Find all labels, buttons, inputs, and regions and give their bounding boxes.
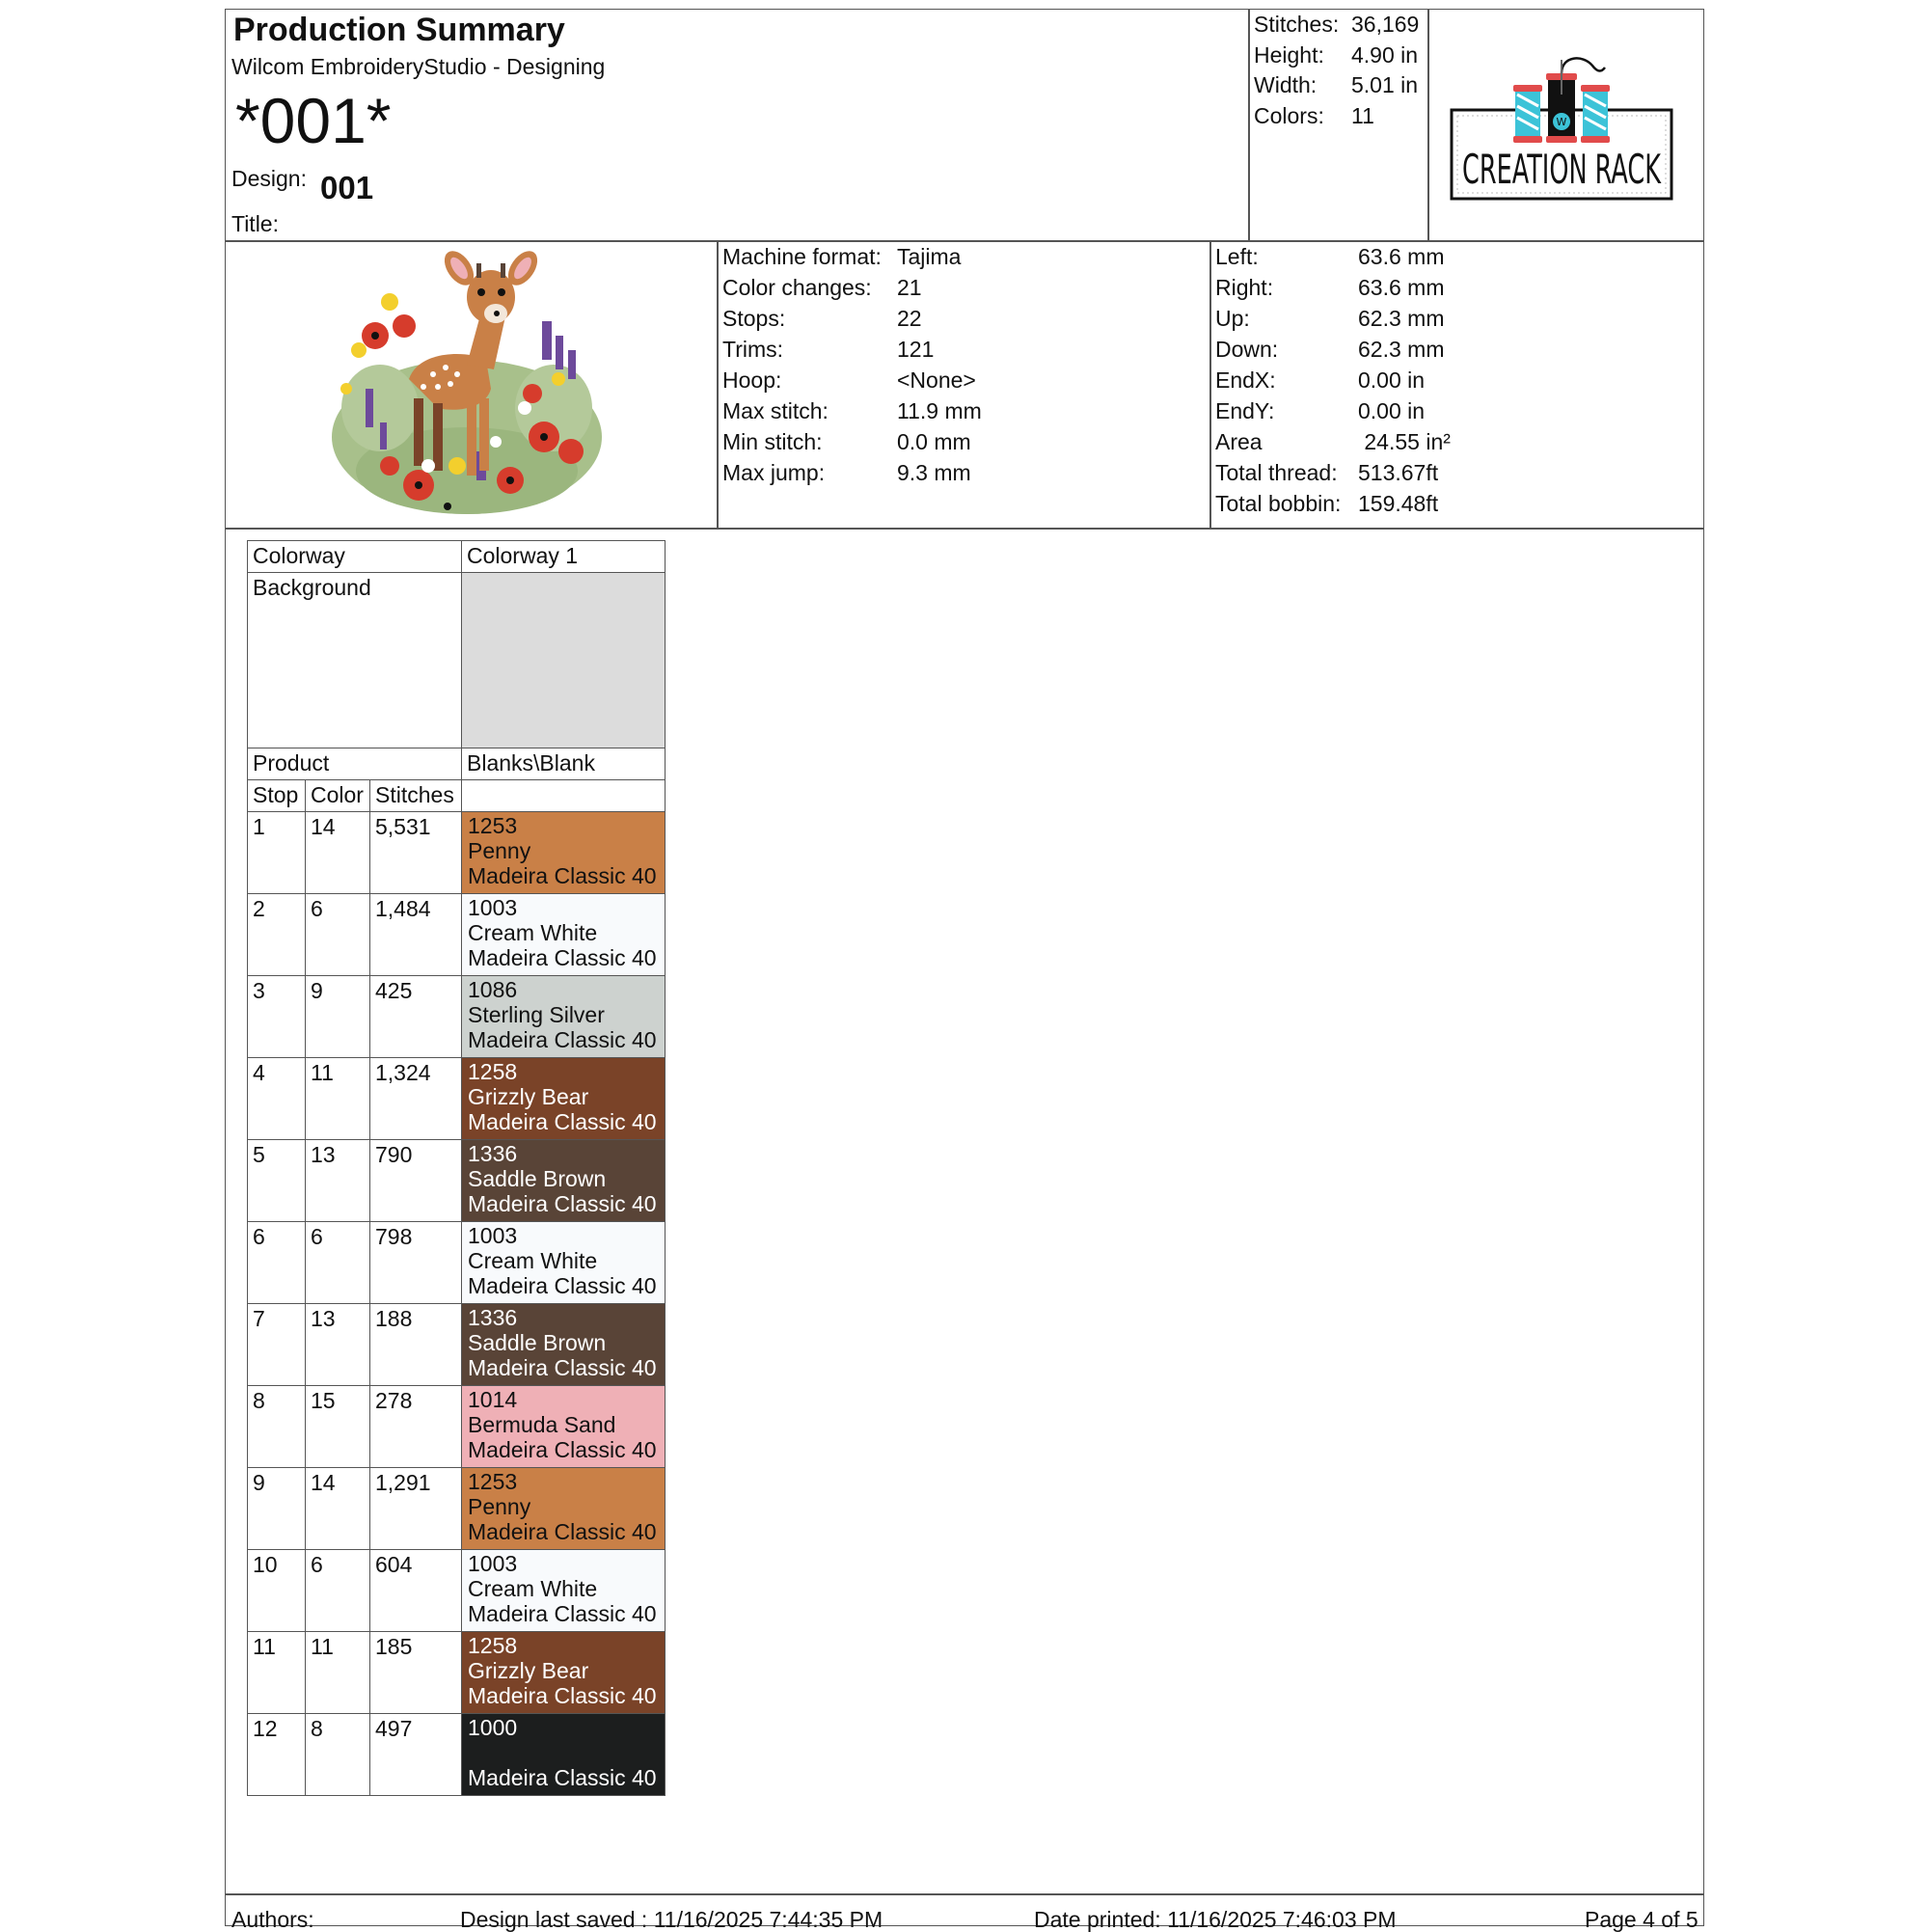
colorway-value: Colorway 1 bbox=[462, 541, 666, 573]
thread-code: 1003 bbox=[468, 1551, 518, 1576]
stitches-cell: 185 bbox=[370, 1632, 462, 1714]
color-cell: 13 bbox=[306, 1304, 370, 1386]
stop-cell: 6 bbox=[248, 1222, 306, 1304]
footer-date-printed: Date printed: 11/16/2025 7:46:03 PM bbox=[1034, 1907, 1397, 1932]
needle-thread-icon bbox=[1562, 58, 1605, 73]
swatch-column-header bbox=[462, 780, 666, 812]
thread-code: 1253 bbox=[468, 813, 518, 838]
thread-swatch bbox=[462, 894, 666, 976]
stat-label: Stitches: bbox=[1254, 12, 1340, 37]
thread-brand: Madeira Classic 40 bbox=[468, 1355, 657, 1380]
thread-code: 1336 bbox=[468, 1141, 518, 1166]
creation-rack-logo bbox=[1448, 56, 1675, 210]
logo-text: CREATION RACK bbox=[1462, 147, 1663, 194]
extent-label: Total bobbin: bbox=[1215, 491, 1342, 516]
stitches-cell: 604 bbox=[370, 1550, 462, 1632]
color-cell: 9 bbox=[306, 976, 370, 1058]
thread-swatch bbox=[462, 1550, 666, 1632]
design-label: Design: bbox=[231, 166, 307, 191]
stop-cell: 8 bbox=[248, 1386, 306, 1468]
thread-code: 1258 bbox=[468, 1633, 518, 1658]
thread-name: Sterling Silver bbox=[468, 1002, 605, 1027]
stitches-cell: 1,484 bbox=[370, 894, 462, 976]
thread-brand: Madeira Classic 40 bbox=[468, 863, 657, 888]
machine-info-label: Machine format: bbox=[722, 244, 882, 269]
column-header-row bbox=[248, 780, 666, 812]
thread-name: Penny bbox=[468, 838, 531, 863]
thread-row bbox=[248, 1468, 666, 1550]
color-cell: 13 bbox=[306, 1140, 370, 1222]
footer-page-number: Page 4 of 5 bbox=[1585, 1907, 1698, 1932]
thread-spool-icon bbox=[1581, 85, 1610, 143]
stitches-cell: 497 bbox=[370, 1714, 462, 1796]
color-column-header: Color bbox=[306, 780, 370, 812]
extent-value: 0.00 in bbox=[1358, 367, 1426, 393]
machine-info-label: Color changes: bbox=[722, 275, 872, 300]
thread-code: 1253 bbox=[468, 1469, 518, 1494]
divider bbox=[226, 528, 1703, 530]
production-summary-sheet bbox=[225, 9, 1704, 1932]
thread-name: Grizzly Bear bbox=[468, 1084, 589, 1109]
thread-name bbox=[468, 1740, 659, 1765]
colorway-table bbox=[247, 540, 666, 1796]
thread-code: 1258 bbox=[468, 1059, 518, 1084]
product-row bbox=[248, 748, 666, 780]
product-value: Blanks\Blank bbox=[462, 748, 666, 780]
stop-cell: 12 bbox=[248, 1714, 306, 1796]
stitches-cell: 1,324 bbox=[370, 1058, 462, 1140]
thread-row bbox=[248, 1632, 666, 1714]
machine-info-value: 11.9 mm bbox=[897, 398, 982, 423]
machine-info-value: <None> bbox=[897, 367, 976, 393]
machine-info-label: Min stitch: bbox=[722, 429, 823, 454]
thread-brand: Madeira Classic 40 bbox=[468, 1683, 657, 1708]
extent-label: Area bbox=[1215, 429, 1263, 454]
thread-swatch bbox=[462, 1714, 666, 1796]
thread-spool-icon bbox=[1513, 85, 1542, 143]
extent-label: EndX: bbox=[1215, 367, 1276, 393]
product-label: Product bbox=[248, 748, 462, 780]
color-cell: 6 bbox=[306, 894, 370, 976]
thread-row bbox=[248, 1304, 666, 1386]
stat-label: Colors: bbox=[1254, 103, 1324, 128]
color-cell: 8 bbox=[306, 1714, 370, 1796]
stat-value: 11 bbox=[1351, 103, 1374, 128]
thread-row bbox=[248, 894, 666, 976]
color-cell: 11 bbox=[306, 1058, 370, 1140]
thread-brand: Madeira Classic 40 bbox=[468, 1437, 657, 1462]
thread-swatch bbox=[462, 1468, 666, 1550]
divider bbox=[1427, 10, 1429, 241]
stat-value: 36,169 bbox=[1351, 12, 1420, 37]
divider bbox=[226, 240, 1703, 242]
stitches-cell: 5,531 bbox=[370, 812, 462, 894]
extent-value: 24.55 in² bbox=[1358, 429, 1451, 454]
thread-swatch bbox=[462, 1632, 666, 1714]
stop-cell: 10 bbox=[248, 1550, 306, 1632]
thread-name: Cream White bbox=[468, 1576, 598, 1601]
thread-name: Cream White bbox=[468, 1248, 598, 1273]
stop-cell: 7 bbox=[248, 1304, 306, 1386]
machine-info-value: Tajima bbox=[897, 244, 962, 269]
extent-value: 63.6 mm bbox=[1358, 275, 1445, 300]
svg-text:W: W bbox=[1556, 116, 1567, 128]
thread-code: 1003 bbox=[468, 1223, 518, 1248]
colorway-label: Colorway bbox=[248, 541, 462, 573]
application-name: Wilcom EmbroideryStudio - Designing bbox=[231, 54, 606, 79]
thread-swatch bbox=[462, 1386, 666, 1468]
stop-cell: 4 bbox=[248, 1058, 306, 1140]
thread-code: 1003 bbox=[468, 895, 518, 920]
machine-info-label: Trims: bbox=[722, 337, 784, 362]
divider bbox=[1209, 240, 1211, 529]
stitches-cell: 425 bbox=[370, 976, 462, 1058]
thread-name: Penny bbox=[468, 1494, 531, 1519]
machine-info-value: 0.0 mm bbox=[897, 429, 971, 454]
thread-swatch bbox=[462, 1222, 666, 1304]
thread-row bbox=[248, 1140, 666, 1222]
extent-label: Down: bbox=[1215, 337, 1279, 362]
machine-info-value: 121 bbox=[897, 337, 935, 362]
stat-label: Height: bbox=[1254, 42, 1324, 68]
thread-swatch bbox=[462, 976, 666, 1058]
footer-last-saved: Design last saved : 11/16/2025 7:44:35 PM bbox=[460, 1907, 883, 1932]
design-big-name: *001* bbox=[235, 85, 392, 156]
thread-row bbox=[248, 1222, 666, 1304]
stat-label: Width: bbox=[1254, 72, 1318, 97]
thread-name: Cream White bbox=[468, 920, 598, 945]
color-cell: 15 bbox=[306, 1386, 370, 1468]
stitches-cell: 798 bbox=[370, 1222, 462, 1304]
stat-value: 4.90 in bbox=[1351, 42, 1419, 68]
stitches-column-header: Stitches bbox=[370, 780, 462, 812]
stitches-cell: 278 bbox=[370, 1386, 462, 1468]
thread-code: 1086 bbox=[468, 977, 518, 1002]
stat-value: 5.01 in bbox=[1351, 72, 1419, 97]
extent-value: 63.6 mm bbox=[1358, 244, 1445, 269]
color-cell: 14 bbox=[306, 1468, 370, 1550]
stop-cell: 11 bbox=[248, 1632, 306, 1714]
divider bbox=[717, 240, 719, 529]
fawn-embroidery-preview bbox=[322, 244, 611, 519]
background-label: Background bbox=[248, 573, 462, 748]
title-label: Title: bbox=[231, 211, 279, 236]
thread-brand: Madeira Classic 40 bbox=[468, 945, 657, 970]
thread-code: 1000 bbox=[468, 1715, 518, 1740]
extent-value: 0.00 in bbox=[1358, 398, 1426, 423]
extent-value: 62.3 mm bbox=[1358, 337, 1445, 362]
stitches-cell: 790 bbox=[370, 1140, 462, 1222]
thread-brand: Madeira Classic 40 bbox=[468, 1519, 657, 1544]
machine-info-value: 22 bbox=[897, 306, 922, 331]
stop-cell: 1 bbox=[248, 812, 306, 894]
machine-info-label: Max jump: bbox=[722, 460, 826, 485]
thread-row bbox=[248, 1058, 666, 1140]
thread-row bbox=[248, 1386, 666, 1468]
stop-cell: 9 bbox=[248, 1468, 306, 1550]
thread-swatch bbox=[462, 1140, 666, 1222]
thread-brand: Madeira Classic 40 bbox=[468, 1601, 657, 1626]
color-cell: 14 bbox=[306, 812, 370, 894]
stop-column-header: Stop bbox=[248, 780, 306, 812]
machine-info-label: Hoop: bbox=[722, 367, 782, 393]
stitches-cell: 1,291 bbox=[370, 1468, 462, 1550]
background-swatch bbox=[462, 573, 666, 748]
stop-cell: 3 bbox=[248, 976, 306, 1058]
machine-info-label: Max stitch: bbox=[722, 398, 829, 423]
thread-row bbox=[248, 1550, 666, 1632]
thread-brand: Madeira Classic 40 bbox=[468, 1765, 657, 1790]
extent-value: 159.48ft bbox=[1358, 491, 1439, 516]
extent-label: Left: bbox=[1215, 244, 1259, 269]
stitches-cell: 188 bbox=[370, 1304, 462, 1386]
thread-code: 1014 bbox=[468, 1387, 518, 1412]
thread-brand: Madeira Classic 40 bbox=[468, 1273, 657, 1298]
thread-brand: Madeira Classic 40 bbox=[468, 1027, 657, 1052]
divider bbox=[1248, 10, 1250, 241]
thread-row bbox=[248, 976, 666, 1058]
design-value: 001 bbox=[320, 170, 374, 205]
color-cell: 6 bbox=[306, 1222, 370, 1304]
extent-label: Right: bbox=[1215, 275, 1274, 300]
thread-name: Grizzly Bear bbox=[468, 1658, 589, 1683]
thread-name: Bermuda Sand bbox=[468, 1412, 616, 1437]
color-cell: 6 bbox=[306, 1550, 370, 1632]
divider bbox=[226, 1893, 1703, 1895]
thread-name: Saddle Brown bbox=[468, 1330, 607, 1355]
machine-info-label: Stops: bbox=[722, 306, 786, 331]
thread-row bbox=[248, 812, 666, 894]
extent-label: Total thread: bbox=[1215, 460, 1338, 485]
thread-swatch bbox=[462, 1304, 666, 1386]
colorway-header-row bbox=[248, 541, 666, 573]
machine-info-value: 9.3 mm bbox=[897, 460, 971, 485]
extent-value: 513.67ft bbox=[1358, 460, 1439, 485]
background-row bbox=[248, 573, 666, 748]
extent-label: EndY: bbox=[1215, 398, 1275, 423]
thread-name: Saddle Brown bbox=[468, 1166, 607, 1191]
thread-swatch bbox=[462, 1058, 666, 1140]
extent-value: 62.3 mm bbox=[1358, 306, 1445, 331]
thread-brand: Madeira Classic 40 bbox=[468, 1191, 657, 1216]
stop-cell: 5 bbox=[248, 1140, 306, 1222]
report-title: Production Summary bbox=[233, 12, 565, 48]
thread-code: 1336 bbox=[468, 1305, 518, 1330]
machine-info-value: 21 bbox=[897, 275, 922, 300]
color-cell: 11 bbox=[306, 1632, 370, 1714]
footer-authors: Authors: bbox=[231, 1907, 314, 1932]
extent-label: Up: bbox=[1215, 306, 1250, 331]
stop-cell: 2 bbox=[248, 894, 306, 976]
thread-swatch bbox=[462, 812, 666, 894]
thread-row bbox=[248, 1714, 666, 1796]
thread-brand: Madeira Classic 40 bbox=[468, 1109, 657, 1134]
